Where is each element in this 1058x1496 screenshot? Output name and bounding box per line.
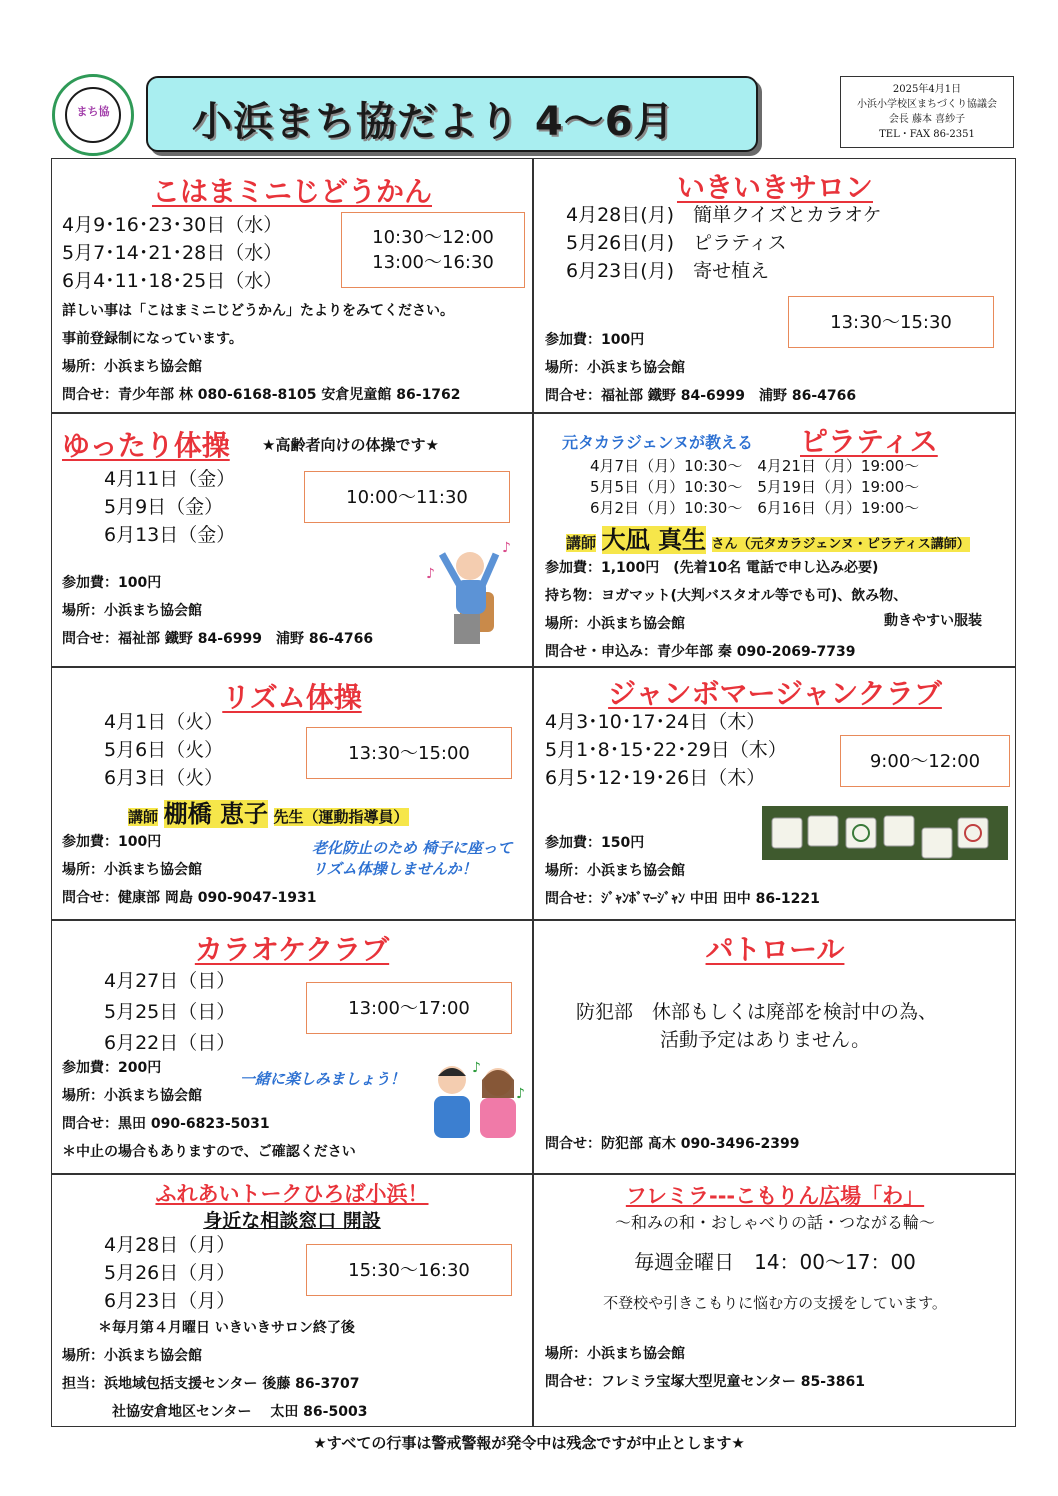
- time-text: 13:00～16:30: [372, 252, 494, 273]
- date-line: 5月7･14･21･28日（水）: [62, 242, 283, 264]
- date-line: 5月6日（火）: [104, 739, 224, 761]
- jidokan-title: こはまミニじどうかん: [151, 175, 432, 208]
- newsletter-title: 小浜まち協だより 4～6月: [192, 99, 675, 145]
- salon-title: いきいきサロン: [676, 171, 873, 204]
- pilates-info: [545, 554, 907, 666]
- yuttari-info: [62, 569, 373, 653]
- time-text: 15:30～16:30: [348, 1259, 470, 1281]
- publish-date: 2025年4月1日: [892, 84, 962, 95]
- info-line: 事前登録制になっています。: [62, 331, 243, 347]
- instructor-suffix: 先生（運動指導員）: [273, 808, 409, 826]
- date-line: 4月9･16･23･30日（水）: [62, 214, 283, 236]
- body-line: 防犯部 休部もしくは廃部を検討中の為、: [576, 1001, 938, 1023]
- info-line: 場所：小浜まち協会館: [545, 616, 685, 632]
- info-line: 担当：浜地域包括支援センター 後藤 86-3707: [62, 1376, 360, 1392]
- date-line: 5月26日（月）: [104, 1262, 236, 1284]
- info-line: 問合せ：黒田 090-6823-5031: [62, 1116, 270, 1132]
- yuttari-title: ゆったり体操: [62, 429, 230, 462]
- date-line: 6月3日（火）: [104, 767, 224, 789]
- info-line: 参加費：150円: [545, 835, 645, 851]
- time-text: 13:30～15:30: [830, 311, 952, 333]
- fremira-title: フレミラ---こもりん広場「わ」: [625, 1184, 925, 1208]
- karaoke-illustration: [416, 1058, 526, 1142]
- info-line: ＊毎月第４月曜日 いきいきサロン終了後: [98, 1320, 355, 1336]
- body-line: 活動予定はありません。: [660, 1029, 871, 1051]
- info-line: 場所：小浜まち協会館: [545, 360, 685, 376]
- date-line: 6月23日(月) 寄せ植え: [566, 260, 770, 282]
- info-line: 場所：小浜まち協会館: [545, 1346, 685, 1362]
- date-line: 5月25日（日）: [104, 1001, 236, 1023]
- yuttari-dates: [104, 465, 235, 549]
- date-line: 6月5･12･19･26日（木）: [545, 767, 766, 789]
- date-line: 5月26日(月) ピラティス: [566, 232, 787, 254]
- fremira-schedule: 毎週金曜日 14：00～17：00: [634, 1250, 916, 1274]
- time-text: 9:00～12:00: [869, 750, 981, 772]
- date-line: 5月1･8･15･22･29日（木）: [545, 739, 787, 761]
- time-text: 10:30～12:00: [372, 227, 494, 248]
- date-line: 4月3･10･17･24日（木）: [545, 711, 766, 733]
- patrol-title: パトロール: [705, 933, 845, 966]
- grid-divider: [51, 666, 1016, 668]
- rhythm-title: リズム体操: [222, 681, 362, 714]
- info-line: ＊中止の場合もありますので、ご確認ください: [62, 1144, 356, 1160]
- karaoke-dates: [104, 966, 235, 1059]
- newsletter-title-box: [146, 76, 758, 152]
- grid-divider: [51, 1173, 1016, 1175]
- info-line: 場所：小浜まち協会館: [62, 862, 202, 878]
- date-line: 6月23日（月）: [104, 1290, 236, 1312]
- yuttari-subtitle: ★高齢者向けの体操です★: [262, 436, 439, 454]
- jumbo-time-box: [840, 735, 1010, 787]
- patrol-contact: 問合せ：防犯部 髙木 090-3496-2399: [545, 1136, 800, 1152]
- time-text: 10:00～11:30: [346, 486, 468, 508]
- talk-subtitle: 身近な相談窓口 開設: [203, 1210, 381, 1232]
- date-line: 5月9日（金）: [104, 496, 224, 518]
- jidokan-dates: [62, 211, 282, 295]
- rhythm-note: [312, 838, 512, 880]
- salon-dates: [566, 201, 882, 285]
- info-line: 問合せ：健康部 岡島 090-9047-1931: [62, 890, 317, 906]
- info-line: 社協安倉地区センター 太田 86-5003: [112, 1404, 368, 1420]
- pilates-instructor: [566, 520, 970, 555]
- jidokan-info: [62, 297, 461, 409]
- svg-text:♪: ♪: [502, 540, 511, 556]
- info-line: 場所：小浜まち協会館: [62, 603, 202, 619]
- info-line: 問合せ：フレミラ宝塚大型児童センター 85-3861: [545, 1374, 866, 1390]
- rhythm-instructor: [128, 794, 409, 829]
- grid-divider-vertical: [532, 158, 534, 1427]
- info-line: 持ち物：ヨガマット(大判バスタオル等でも可)、飲み物、: [545, 588, 908, 604]
- talk-dates: [104, 1231, 235, 1315]
- talk-title: ふれあいトークひろば小浜！: [155, 1182, 429, 1206]
- karaoke-title: カラオケクラブ: [194, 933, 390, 966]
- rhythm-dates: [104, 708, 223, 792]
- fremira-desc: 不登校や引きこもりに悩む方の支援をしています。: [603, 1294, 947, 1312]
- logo-text: まち協: [76, 105, 110, 118]
- time-text: 13:00～17:00: [348, 997, 470, 1019]
- footer-notice: ★すべての行事は警戒警報が発令中は残念ですが中止とします★: [313, 1434, 745, 1452]
- note-line: 老化防止のため 椅子に座って: [312, 839, 513, 857]
- svg-text:♪: ♪: [472, 1060, 481, 1076]
- jumbo-dates: [545, 708, 787, 792]
- schedule-line: 6月2日（月）10:30～ 6月16日（月）19:00～: [590, 499, 920, 517]
- rhythm-time-box: [306, 727, 512, 779]
- time-text: 13:30～15:00: [348, 742, 470, 764]
- pilates-schedule: [590, 456, 919, 519]
- info-line: 詳しい事は「こはまミニじどうかん」たよりをみてください。: [62, 303, 454, 319]
- karaoke-time-box: [306, 982, 512, 1034]
- instructor-suffix: さん（元タカラジェンヌ・ピラティス講師）: [711, 537, 970, 552]
- grid-divider: [51, 412, 1016, 414]
- info-line: 参加費：1,100円 (先着10名 電話で申し込み必要): [545, 560, 879, 576]
- pilates-info-extra: 動きやすい服装: [884, 613, 982, 629]
- svg-text:♪: ♪: [426, 566, 435, 582]
- info-line: 参加費：200円: [62, 1060, 162, 1076]
- talk-time-box: [306, 1244, 512, 1296]
- salon-info: [545, 326, 856, 410]
- date-line: 4月28日（月）: [104, 1234, 236, 1256]
- info-line: 参加費：100円: [62, 575, 162, 591]
- date-line: 4月11日（金）: [104, 468, 236, 490]
- note-line: リズム体操しませんか！: [312, 860, 477, 878]
- publisher-chair: 会長 藤本 喜紗子: [888, 114, 966, 125]
- instructor-name: 棚橋 恵子: [163, 800, 268, 828]
- info-line: 問合せ：青少年部 林 080-6168-8105 安倉児童館 86-1762: [62, 387, 461, 403]
- info-line: 場所：小浜まち協会館: [545, 863, 685, 879]
- info-line: 場所：小浜まち協会館: [62, 359, 202, 375]
- date-line: 4月28日(月) 簡単クイズとカラオケ: [566, 204, 882, 226]
- yuttari-time-box: [304, 471, 510, 523]
- info-line: 場所：小浜まち協会館: [62, 1088, 202, 1104]
- karaoke-note: 一緒に楽しみましょう！: [240, 1070, 406, 1088]
- jumbo-title: ジャンボマージャンクラブ: [608, 677, 942, 710]
- jumbo-info: [545, 829, 820, 913]
- date-line: 6月4･11･18･25日（水）: [62, 270, 283, 292]
- instructor-prefix: 講師: [128, 808, 159, 826]
- info-line: 場所：小浜まち協会館: [62, 1348, 202, 1364]
- info-line: 問合せ：福祉部 鐵野 84-6999 浦野 86-4766: [545, 388, 857, 404]
- date-line: 4月1日（火）: [104, 711, 224, 733]
- instructor-prefix: 講師: [566, 534, 597, 552]
- patrol-body: [576, 998, 937, 1054]
- org-logo: [52, 74, 134, 156]
- date-line: 6月22日（日）: [104, 1032, 236, 1054]
- instructor-name: 大凪 真生: [601, 526, 706, 554]
- grid-divider: [51, 919, 1016, 921]
- publisher-info: [840, 76, 1014, 148]
- pilates-title: ピラティス: [800, 425, 938, 458]
- fremira-subtitle: ～和みの和・おしゃべりの話・つながる輪～: [614, 1213, 935, 1232]
- talk-info: [62, 1314, 367, 1426]
- date-line: 4月27日（日）: [104, 970, 236, 992]
- svg-text:♪: ♪: [516, 1086, 525, 1102]
- rhythm-info: [62, 828, 317, 912]
- jidokan-time-box: [341, 212, 525, 288]
- schedule-line: 5月5日（月）10:30～ 5月19日（月）19:00～: [590, 478, 920, 496]
- info-line: 問合せ・申込み：青少年部 秦 090-2069-7739: [545, 644, 856, 660]
- pilates-lead: 元タカラジェンヌが教える: [562, 433, 754, 452]
- publisher-phone: TEL・FAX 86-2351: [879, 129, 975, 140]
- publisher-org: 小浜小学校区まちづくり協議会: [857, 99, 997, 110]
- info-line: 参加費：100円: [62, 834, 162, 850]
- exercise-illustration: [418, 532, 518, 652]
- date-line: 6月13日（金）: [104, 524, 236, 546]
- info-line: 問合せ：福祉部 鐵野 84-6999 浦野 86-4766: [62, 631, 374, 647]
- karaoke-info: [62, 1054, 356, 1166]
- schedule-line: 4月7日（月）10:30～ 4月21日（月）19:00～: [590, 457, 920, 475]
- info-line: 問合せ：ｼﾞｬﾝﾎﾞﾏｰｼﾞｬﾝ 中田 田中 86-1221: [545, 891, 820, 907]
- fremira-info: [545, 1340, 865, 1396]
- info-line: 参加費：100円: [545, 332, 645, 348]
